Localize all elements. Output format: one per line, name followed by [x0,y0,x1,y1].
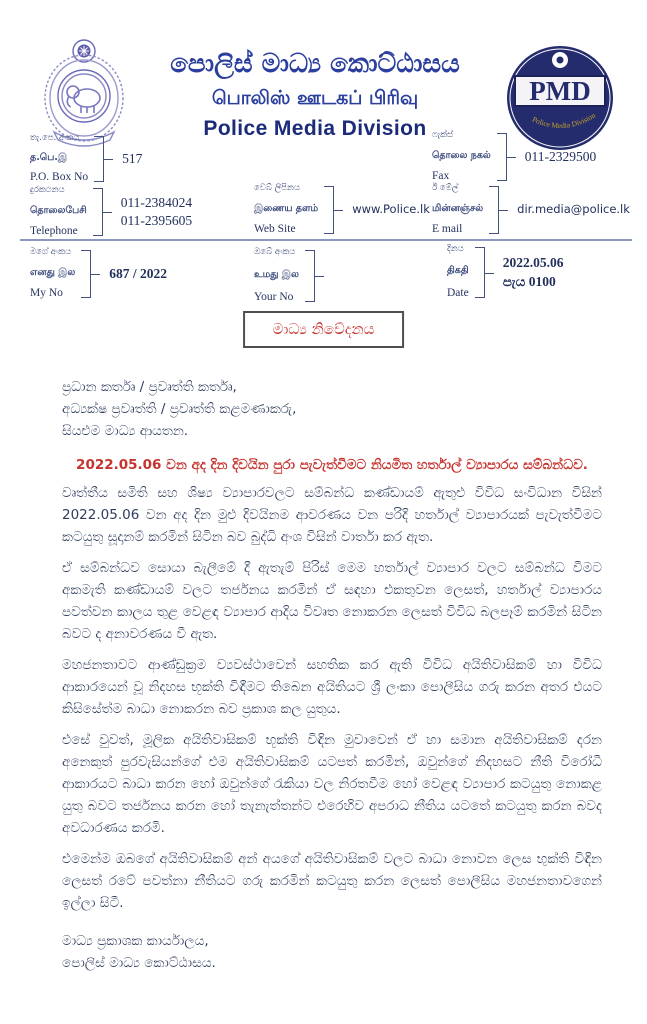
addressee-line-2: අධ්‍යක්ෂ ප්‍රවෘත්ති / ප්‍රවෘත්ති කළමණාකරු, [62,401,297,417]
telephone-number-1: 011-2384024 [120,194,193,210]
bracket-shape [324,186,334,234]
body-paragraph-4: එසේ වුවත්, මූලික අයිතිවාසිකම් භූක්ති විඳින මුවාවෙන් ඒ හා සමාන අයිතිවාසිකම් දරන අනෙකුත් පුරවැසියන්ගේ එම අයිතිවාසිකම් යටපත් කරමින්, ඔවුන්ගේ නිදහසට නීති විරෝධී ආකාරයට බාධා කරන හෝ ඔවුන්ගේ රැකියා වල නිරතවීම හෝ වෙළඳ ව්‍යාපාර කටයුතු නොකළ යුතු බවට තර්ජනය කරන හෝ තැනැත්තන්ට එරෙහිව අපරාධ නීතිය යටතේ කටයුතු කරන බවද අවධාරණය කරමි. [62,732,602,836]
pmd-ring-text: Police Media Division [530,110,597,131]
org-title-english: Police Media Division [203,116,427,140]
my-no-label-english: My No [30,287,63,300]
date-line-2: පැය 0100 [502,273,556,289]
closing-block [62,930,602,974]
body-paragraph-1: වෘත්තීය සමිති සහ ශිෂ්‍ය ව්‍යාපාරවලට සම්බන්ධ කණ්ඩායම් ඇතුළු විවිධ සංවිධාන විසින් 2022.05.06 වන අද දින මුළු දිවයිනම ආවරණය වන පරිදි හර්තාල් ව්‍යාපාරයක් පැවැත්වීමට කටයුතු සූදානම් කරමින් සිටින බව බුද්ධි අංශ විසින් වාර්තා කර ඇත. [62,485,602,545]
email-label-tamil: மின்னஞ்சல் [432,202,484,214]
bracket-shape [305,250,315,302]
fax-label-sinhala: ෆැක්ස් [432,130,454,140]
field-telephone [30,186,192,238]
header-divider-line [20,239,632,241]
body-paragraph-5: එමෙන්ම ඔබගේ අයිතිවාසිකම් අන් අයගේ අයිතිවාසිකම් වලට බාධා නොවන ලෙස භුක්ති විඳින ලෙසත් රටේ පවත්නා නීතියට ගරු කරමින් කටයුතු කරන ලෙසත් පොලීසිය මහජනතාවගෙන් ඉල්ලා සිටී. [62,851,602,911]
my-no-value: 687 / 2022 [109,265,168,281]
date-value [503,254,564,290]
bracket-shape [497,133,507,181]
website-label-sinhala: වෙබ් ලිපිනය [254,183,300,193]
bracket-shape [475,247,485,298]
field-fax [432,131,596,183]
fax-label-english: Fax [432,170,450,183]
email-label-sinhala: ඊ මේල් [432,183,459,193]
fax-label-tamil: தொலை நகல் [432,149,491,161]
website-label-tamil: இணைய தளம் [254,202,319,214]
email-value: dir.media@police.lk [517,202,630,217]
bracket-shape [93,188,103,236]
closing-line-2: පොලිස් මාධ්‍ය කොට්ඨාසය. [62,955,216,971]
website-value: www.Police.lk [352,202,430,217]
email-label-english: E mail [432,223,463,236]
media-release-badge: මාධ්‍ය නිවේදනය [243,311,405,348]
date-label-tamil: திகதி [447,265,469,277]
my-no-label-sinhala: මගේ අංකය [30,247,72,257]
addressee-line-1: ප්‍රධාන කර්තෘ / ප්‍රවෘත්ති කර්තෘ, [62,379,237,395]
date-label-english: Date [447,287,469,300]
subject-heading: 2022.05.06 වන අද දින දිවයින පුරා පැවැත්වීමට නියමිත හර්තාල් ව්‍යාපාරය සම්බන්ධව. [76,457,588,473]
bracket-shape [81,250,91,298]
org-title-sinhala: පොලිස් මාධ්‍ය කොට්ඨාසය [170,49,460,79]
date-label-sinhala: දිනය [447,244,464,254]
telephone-label-sinhala: දුරකථනය [30,185,65,195]
body-paragraph-3: මහජනතාවට ආණ්ඩුක්‍රම ව්‍යවස්ථාවෙන් සහතික කර ඇති විවිධ අයිතිවාසිකම් හා විවිධ ආකාරයෙන් වූ නිදහස භූක්ති විඳීමට තිබෙන අයිතියට ශ්‍රී ලංකා පොලීසිය ගරු කරන අතර එයට කිසිසේත්ම බාධා නොකරන බව ප්‍රකාශ කල යුතුය. [62,657,602,717]
addressee-block [62,376,602,442]
telephone-label-english: Telephone [30,225,78,238]
my-no-label-tamil: எனது இல [30,266,76,278]
fax-value: 011-2329500 [524,148,597,164]
po-box-label-english: P.O. Box No [30,171,89,184]
your-no-label-sinhala: ඔබේ අංකය [254,247,296,257]
field-email [432,184,630,236]
letter-body [62,376,602,974]
bracket-shape [489,186,499,234]
addressee-line-3: සියළුම මාධ්‍ය ආයතන. [62,423,189,439]
field-your-no [254,248,333,304]
po-box-label-sinhala: තැ.පෙ. අංකය [30,133,80,143]
telephone-number-2: 011-2395605 [120,213,193,228]
pmd-monogram: PMD [529,76,591,106]
your-no-label-tamil: உமது இல [254,268,299,280]
your-no-label-english: Your No [254,291,294,304]
closing-line-1: මාධ්‍ය ප්‍රකාශක කාර්යාලය, [62,933,209,949]
po-box-label-tamil: த.பெ.இ [30,151,68,163]
field-website [254,184,430,236]
field-date [447,245,563,300]
field-my-no [30,248,167,300]
body-paragraph-2: ඒ සම්බන්ධව සොයා බැලීමේ දී ඇතැම් පිරිස් මෙම හර්තාල් ව්‍යාපාර වලට සම්බන්ධ වීමට අකමැති කණ්ඩායම් වලට තර්ජනය කරමින් ඒ සඳහා එකතුවන ලෙසත්, හර්තාල් ව්‍යාපාරය පවත්වන කාලය තුළ වෙළඳ ව්‍යාපාර ආදිය විවෘත නොකරන ලෙසත් විවිධ බලපෑම් කරමින් සිටින බවට ද අනාවරණය වී ඇත. [62,560,602,642]
date-line-1: 2022.05.06 [502,255,564,271]
bracket-shape [94,136,104,182]
letterhead-titles [148,50,482,141]
po-box-value: 517 [122,150,143,166]
org-title-tamil: பொலிஸ் ஊடகப் பிரிவு [211,86,419,109]
field-po-box [30,134,142,184]
telephone-label-tamil: தொலைபேசி [30,204,87,216]
telephone-value [121,194,193,230]
website-label-english: Web Site [254,223,296,236]
